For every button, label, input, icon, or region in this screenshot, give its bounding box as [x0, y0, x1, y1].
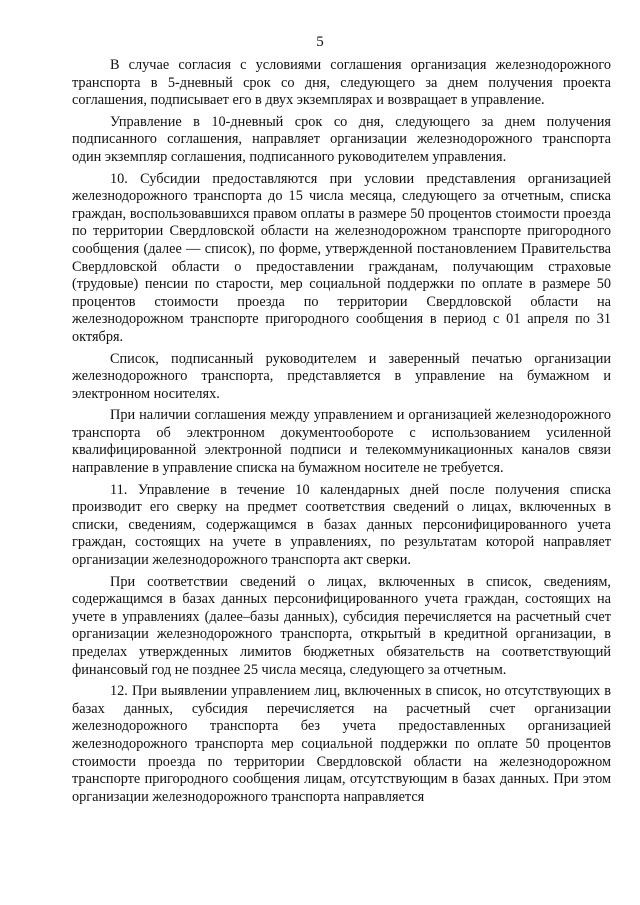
paragraph: При соответствии сведений о лицах, включенных в список, сведениям, содержащимся в базах данных персонифицированного учета граждан, состоящих на учете в управлениях (далее–базы данных), субсидия перечисляется на расчетный счет организации железнодорожного транспорта, открытый в кредитной организации, в пределах утвержденных лимитов бюджетных обязательств на соответствующий финансовый год не позднее 25 числа месяца, следующего за отчетным. [72, 573, 611, 678]
paragraph: В случае согласия с условиями соглашения организация железнодорожного транспорта в 5-дневный срок со дня, следующего за днем получения проекта соглашения, подписывает его в двух экземплярах и возвращает в управление. [72, 57, 611, 109]
paragraph: Управление в 10-дневный срок со дня, следующего за днем получения подписанного соглашения, направляет организации железнодорожного транспорта один экземпляр соглашения, подписанного руководителем управления. [72, 113, 611, 165]
paragraph: 10. Субсидии предоставляются при условии представления организацией железнодорожного транспорта до 15 числа месяца, следующего за отчетным, списка граждан, воспользовавшихся правом оплаты в размере 50 процентов стоимости проезда по территории Свердловской области на железнодорожном транспорте пригородного сообщения (далее — список), по форме, утвержденной постановлением Правительства Свердловской области о предоставлении гражданам, получающим страховые (трудовые) пенсии по старости, мер социальной поддержки по оплате в размере 50 процентов стоимости проезда по территории Свердловской области на железнодорожном транспорте пригородного сообщения в период с 01 апреля по 31 октября. [72, 170, 611, 345]
paragraph: При наличии соглашения между управлением и организацией железнодорожного транспорта об электронном документообороте с использованием усиленной квалифицированной электронной подписи и телекоммуникационных каналов связи направление в управление списка на бумажном носителе не требуется. [72, 407, 611, 477]
document-body [72, 57, 611, 810]
paragraph: Список, подписанный руководителем и заверенный печатью организации железнодорожного транспорта, представляется в управление на бумажном и электронном носителях. [72, 350, 611, 402]
page-number: 5 [316, 34, 324, 50]
paragraph: 11. Управление в течение 10 календарных дней после получения списка производит его сверку на предмет соответствия сведений о лицах, включенных в списки, сведениям, содержащимся в базах данных персонифицированного учета граждан, состоящих на учете в управлениях, по результатам которой направляет организации железнодорожного транспорта акт сверки. [72, 481, 611, 569]
paragraph: 12. При выявлении управлением лиц, включенных в список, но отсутствующих в базах данных, субсидия перечисляется на расчетный счет организации железнодорожного транспорта без учета предоставленных организацией железнодорожного транспорта мер социальной поддержки по оплате 50 процентов стоимости проезда по территории Свердловской области на железнодорожном транспорте пригородного сообщения лицам, отсутствующим в базах данных. При этом организации железнодорожного транспорта направляется [72, 683, 611, 805]
